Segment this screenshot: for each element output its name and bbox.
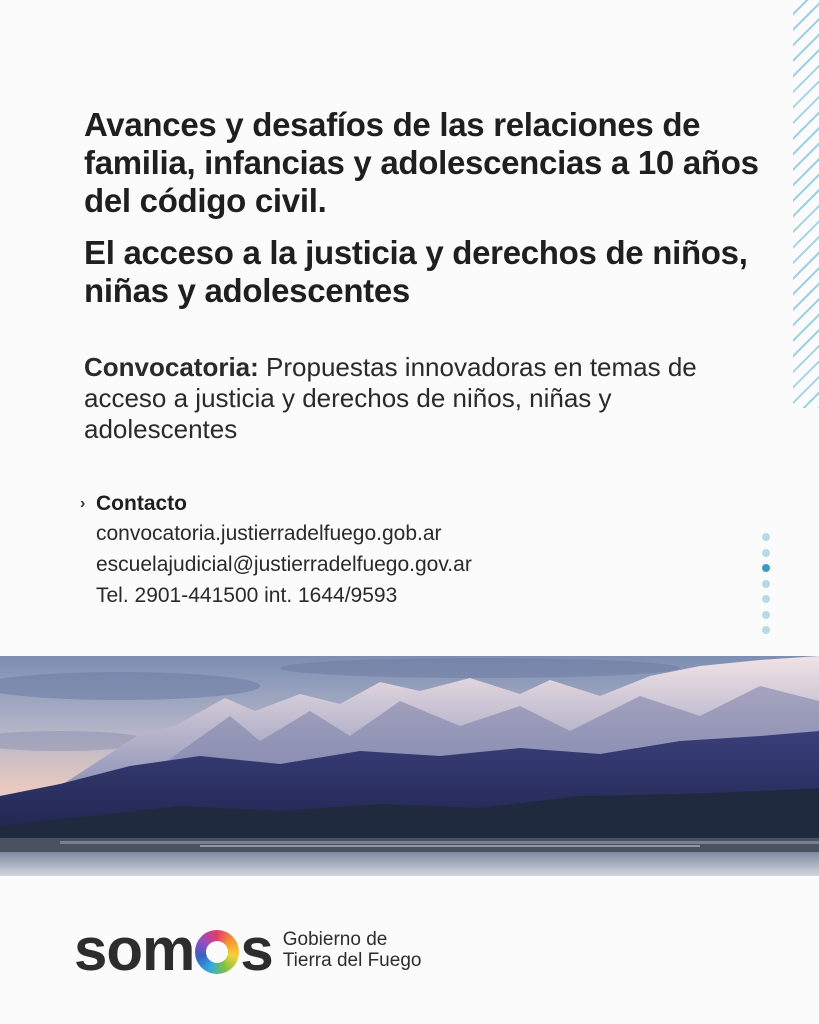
- pagination-dot[interactable]: [762, 626, 770, 634]
- pagination-dot[interactable]: [762, 549, 770, 557]
- pagination-dot[interactable]: [762, 533, 770, 541]
- contact-email[interactable]: escuelajudicial@justierradelfuego.gov.ar: [96, 553, 472, 576]
- call-for-proposals: [84, 352, 724, 445]
- logo-text-start: som: [74, 916, 195, 983]
- mountain-landscape-photo: [0, 656, 819, 876]
- pagination-dot[interactable]: [762, 611, 770, 619]
- gov-line-2: Tierra del Fuego: [282, 950, 422, 971]
- contact-label: Contacto: [96, 492, 187, 515]
- chevron-right-icon: ›: [80, 495, 86, 512]
- somos-logo: [74, 916, 273, 983]
- decorative-stripes: [793, 0, 819, 408]
- pagination-dot[interactable]: [762, 580, 770, 588]
- page-subtitle: El acceso a la justicia y derechos de niños, niñas y adolescentes: [84, 234, 748, 309]
- logo-text-end: s: [240, 916, 273, 983]
- logo-ring-icon: [195, 930, 239, 974]
- contact-section: [80, 490, 640, 611]
- gov-line-1: Gobierno de: [282, 929, 388, 950]
- contact-website[interactable]: convocatoria.justierradelfuego.gob.ar: [96, 522, 442, 545]
- contact-heading: [80, 490, 640, 518]
- page-title: Avances y desafíos de las relaciones de familia, infancias y adolescencias a 10 años del código civil.: [84, 106, 759, 219]
- mountain-landscape-image: [0, 656, 819, 876]
- footer-logo: [74, 916, 422, 983]
- government-name: [283, 929, 422, 971]
- contact-phone: Tel. 2901-441500 int. 1644/9593: [96, 584, 398, 607]
- pagination-dots: [762, 533, 772, 642]
- call-text: Propuestas innovadoras en temas de acceso a justicia y derechos de niños, niñas y adolescentes: [84, 352, 697, 444]
- call-label: Convocatoria:: [84, 352, 259, 382]
- pagination-dot-active[interactable]: [762, 564, 770, 572]
- pagination-dot[interactable]: [762, 595, 770, 603]
